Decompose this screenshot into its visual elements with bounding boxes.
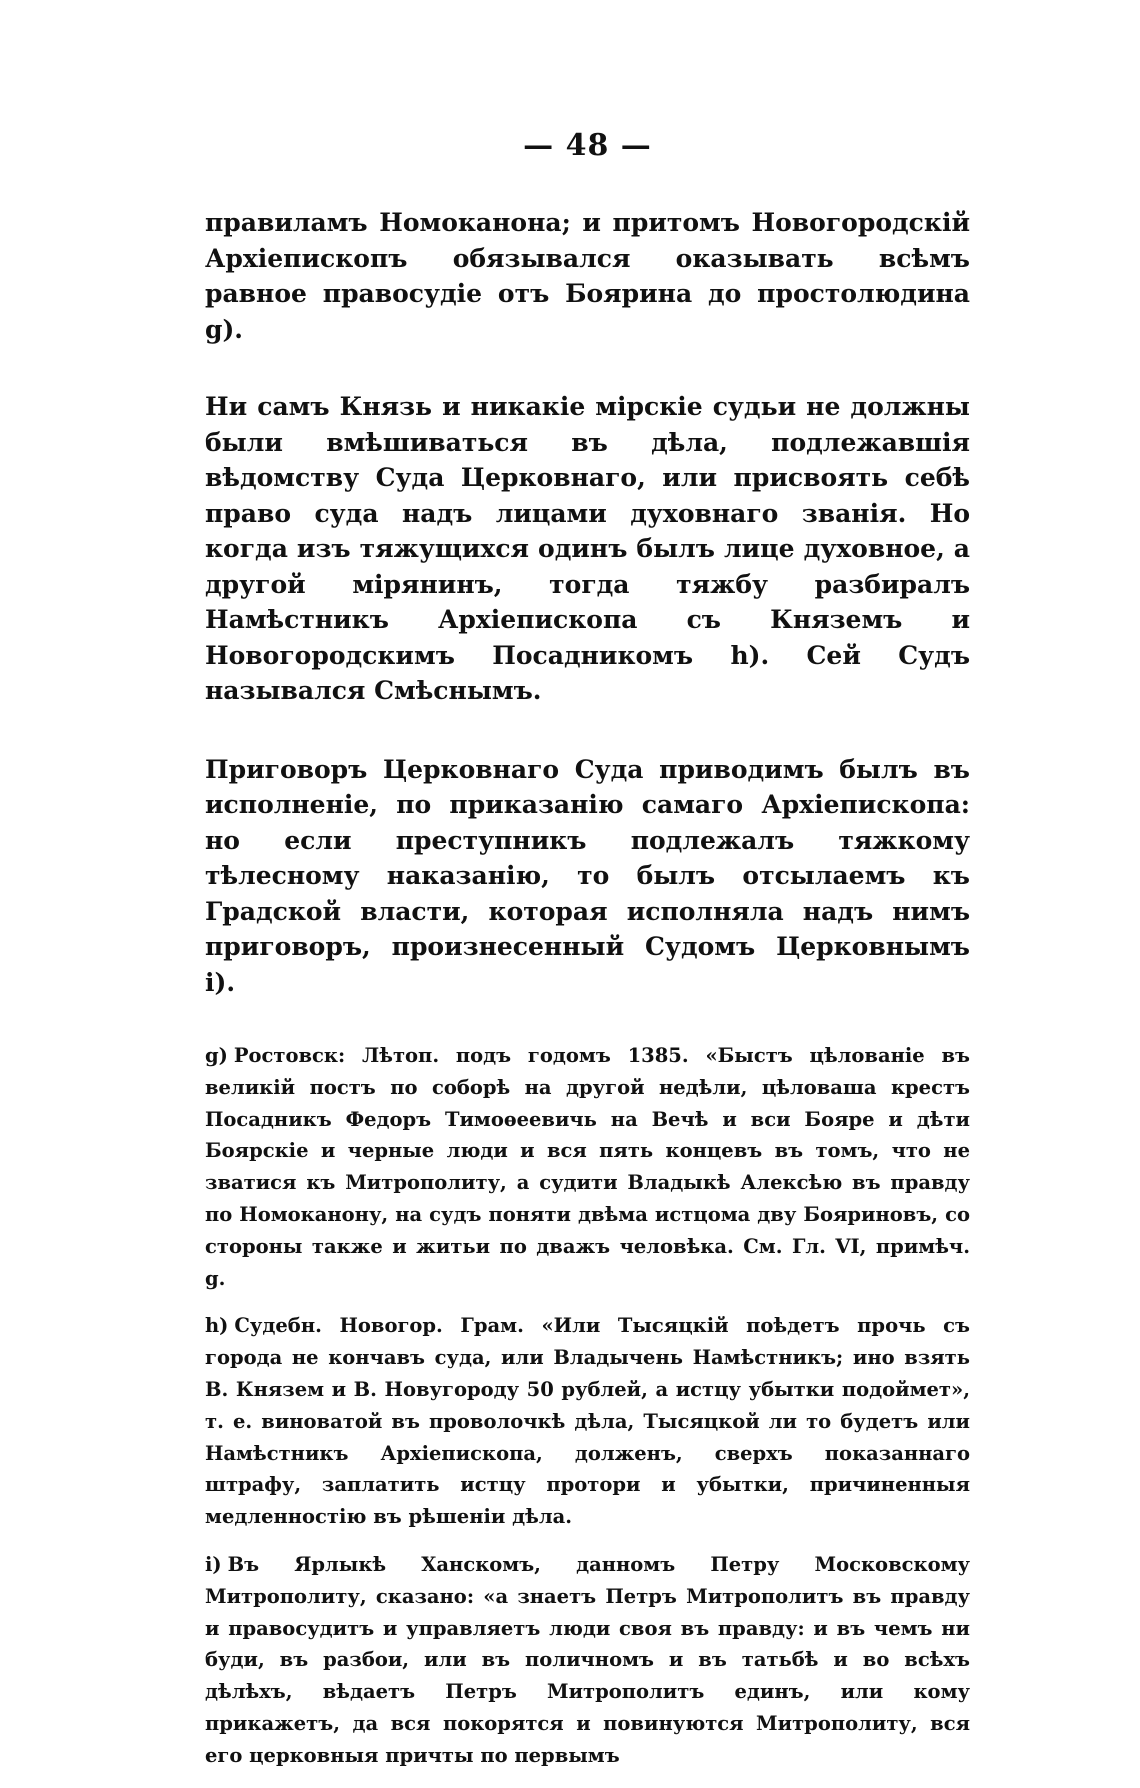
footnote-mark: g) bbox=[205, 1044, 228, 1067]
footnote-i bbox=[205, 1549, 970, 1772]
footnote-mark: i) bbox=[205, 1552, 222, 1576]
footnote-mark: h) bbox=[205, 1314, 229, 1338]
footnote-g bbox=[205, 1040, 970, 1294]
footnotes bbox=[205, 1040, 970, 1772]
paragraph-3: Приговоръ Церковнаго Суда приводимъ былъ въ исполненіе, по приказанію самаго Архіепископа: но если преступникъ подлежалъ тяжкому тѣлесному наказанію, то былъ отсылаемъ къ Градской власти, которая исполняла надъ нимъ приговоръ, произнесенный Судомъ Церковнымъ i). bbox=[205, 754, 970, 997]
footnote-text: Въ Ярлыкѣ Ханскомъ, данномъ Петру Московскому Митрополиту, сказано: «а знаетъ Петръ Митрополитъ въ правду и правосудитъ и управляетъ люди своя въ правду: и въ чемъ ни буди, въ разбои, или въ поличномъ и въ татьбѣ и во всѣхъ дѣлѣхъ, вѣдаетъ Петръ Митрополитъ единъ, или кому прикажетъ, да вся покорятся и повинуются Митрополиту, вся его церковныя причты по первымъ bbox=[205, 1552, 970, 1767]
document-page bbox=[205, 128, 970, 1788]
footnote-h bbox=[205, 1310, 970, 1533]
footnote-text: Судебн. Новогор. Грам. «Или Тысяцкій поѣдетъ прочь съ города не кончавъ суда, или Владычень Намѣстникъ; ино взять В. Князем и В. Новугороду 50 рублей, а истцу убытки подоймет», т. е. виноватой въ проволочкѣ дѣла, Тысяцкой ли то будетъ или Намѣстникъ Архіепископа, долженъ, сверхъ показаннаго штрафу, заплатить истцу протори и убытки, причиненныя медленностію въ рѣшеніи дѣла. bbox=[205, 1314, 970, 1529]
page-number: — 48 — bbox=[523, 128, 652, 163]
footnote-text: Ростовск: Лѣтоп. подъ годомъ 1385. «Быстъ цѣлованіе въ великій постъ по соборѣ на другой недѣли, цѣловаша крестъ Посадникъ Федоръ Тимоѳеевичь на Вечѣ и вси Бояре и дѣти Боярскіе и черные люди и вся пять концевъ въ томъ, что не зватися къ Митрополиту, а судити Владыкѣ Алексѣю въ правду по Номоканону, на судъ поняти двѣма истцома дву Бояриновъ, со стороны также и житьи по дважъ человѣка. См. Гл. VI, примѣч. g. bbox=[205, 1044, 970, 1290]
paragraph-1: правиламъ Номоканона; и притомъ Новогородскій Архіепископъ обязывался оказывать всѣмъ равное правосудіе отъ Боярина до простолюдина g). bbox=[205, 208, 970, 344]
paragraph-2: Ни самъ Князь и никакіе мірскіе судьи не должны были вмѣшиваться въ дѣла, подлежавшія вѣдомству Суда Церковнаго, или присвоять себѣ право суда надъ лицами духовнаго званія. Но когда изъ тяжущихся одинъ былъ лице духовное, а другой мірянинъ, тогда тяжбу разбиралъ Намѣстникъ Архіепископа съ Княземъ и Новогородскимъ Посадникомъ h). Сей Судъ назывался Смѣснымъ. bbox=[205, 392, 970, 705]
